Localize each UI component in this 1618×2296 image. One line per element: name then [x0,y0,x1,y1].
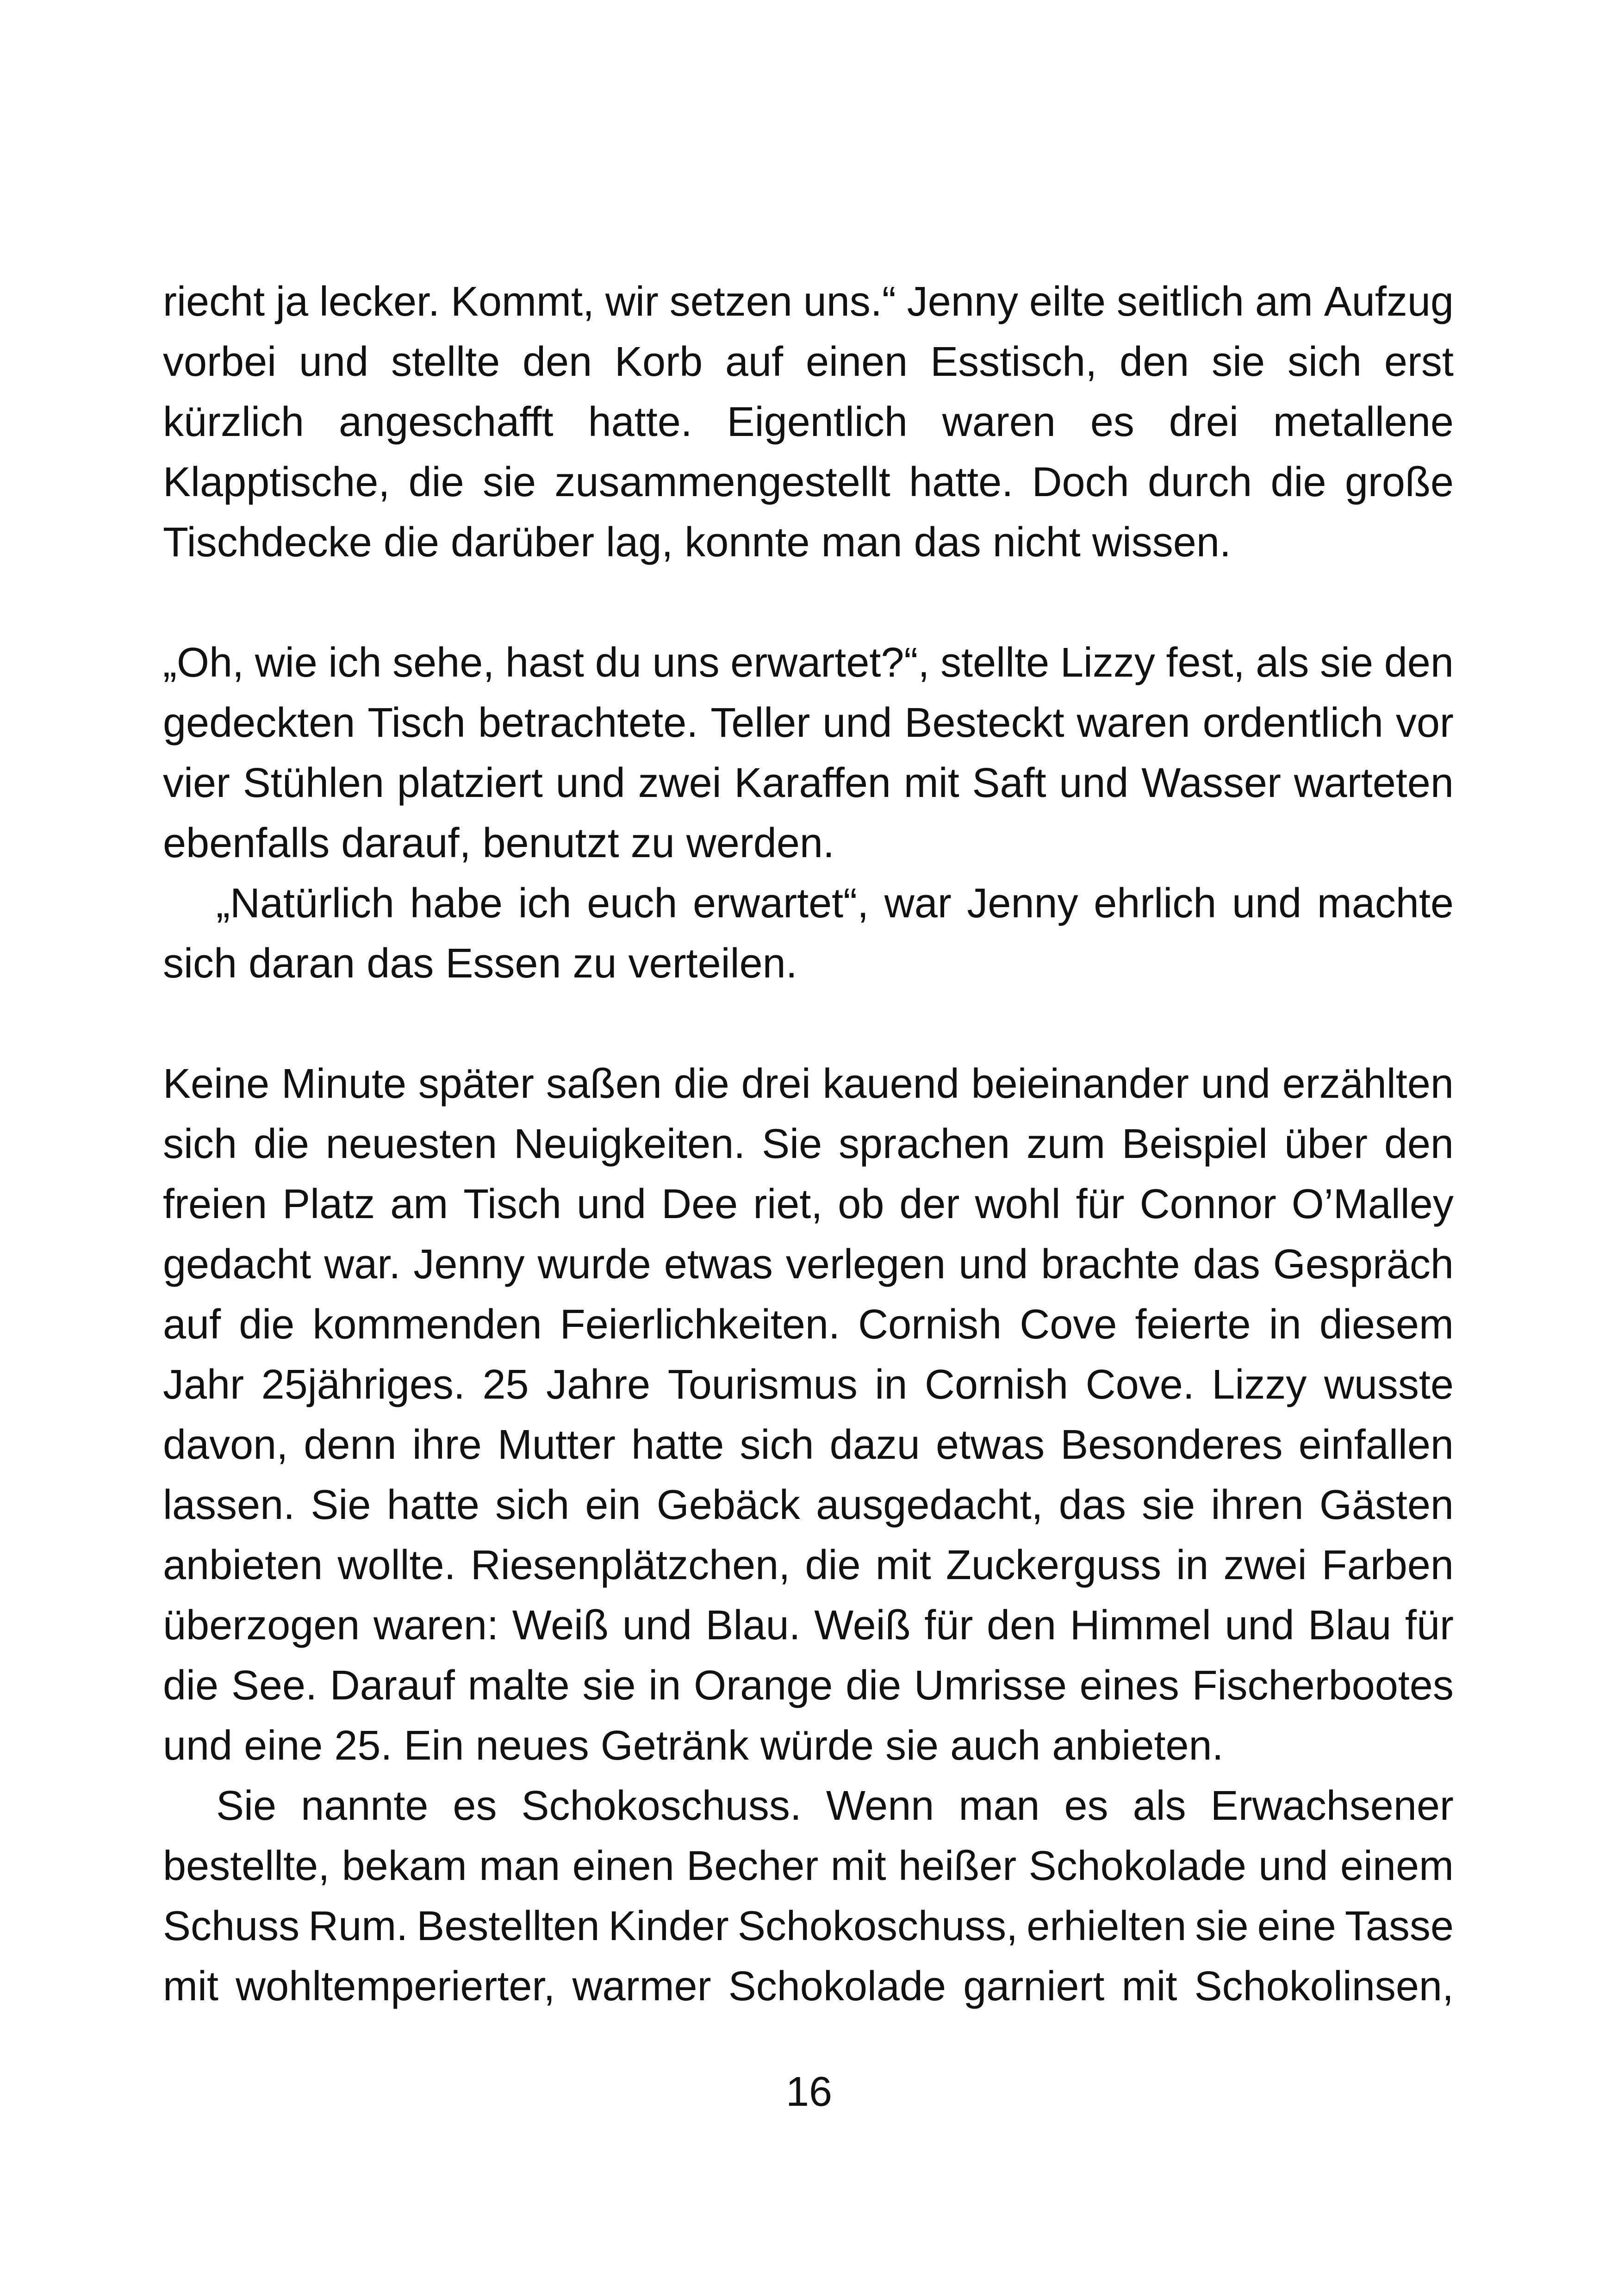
body-text [163,272,1454,2016]
paragraph-gap [163,572,1454,633]
text-line: Keine Minute später saßen die drei kauend beieinander und erzählten [163,1060,1454,1107]
text-line: riecht ja lecker. Kommt, wir setzen uns.“ Jenny eilte seitlich am Aufzug [163,278,1454,325]
text-line: „Oh, wie ich sehe, hast du uns erwartet?“, stellte Lizzy fest, als sie den [163,639,1454,686]
text-line: kürzlich angeschafft hatte. Eigentlich waren es drei metallene [163,398,1454,445]
paragraph-5 [163,1776,1454,2016]
text-line: vier Stühlen platziert und zwei Karaffen mit Saft und Wasser warteten [163,759,1454,806]
page-number: 16 [785,2068,833,2115]
text-line: mit wohltemperierter, warmer Schokolade garniert mit Schokolinsen, [163,1963,1454,2010]
text-line: Schuss Rum. Bestellten Kinder Schokoschuss, erhielten sie eine Tasse [163,1903,1454,1949]
text-line: sich daran das Essen zu verteilen. [163,940,797,987]
text-line: gedacht war. Jenny wurde etwas verlegen und brachte das Gespräch [163,1241,1454,1288]
paragraph-1 [163,272,1454,572]
text-line: und eine 25. Ein neues Getränk würde sie auch anbieten. [163,1722,1224,1769]
paragraph-3 [163,873,1454,994]
text-line: „Natürlich habe ich euch erwartet“, war Jenny ehrlich und machte [216,880,1454,927]
text-line: gedeckten Tisch betrachtete. Teller und Besteckt waren ordentlich vor [163,699,1454,746]
text-line: die See. Darauf malte sie in Orange die Umrisse eines Fischerbootes [163,1662,1454,1709]
text-line: Klapptische, die sie zusammengestellt hatte. Doch durch die große [163,459,1454,505]
text-line: anbieten wollte. Riesenplätzchen, die mit Zuckerguss in zwei Farben [163,1542,1454,1588]
text-line: Tischdecke die darüber lag, konnte man das nicht wissen. [163,519,1231,566]
text-line: bestellte, bekam man einen Becher mit heißer Schokolade und einem [163,1842,1454,1889]
paragraph-4 [163,1054,1454,1776]
text-line: ebenfalls darauf, benutzt zu werden. [163,820,834,866]
text-line: freien Platz am Tisch und Dee riet, ob der wohl für Connor O’Malley [163,1181,1454,1227]
text-line: auf die kommenden Feierlichkeiten. Cornish Cove feierte in diesem [163,1301,1454,1348]
text-line: Jahr 25jähriges. 25 Jahre Tourismus in Cornish Cove. Lizzy wusste [163,1361,1454,1408]
text-line: vorbei und stellte den Korb auf einen Esstisch, den sie sich erst [163,338,1454,385]
text-line: sich die neuesten Neuigkeiten. Sie sprachen zum Beispiel über den [163,1120,1454,1167]
text-line: davon, denn ihre Mutter hatte sich dazu etwas Besonderes einfallen [163,1421,1454,1468]
text-line: lassen. Sie hatte sich ein Gebäck ausgedacht, das sie ihren Gästen [163,1481,1454,1528]
text-line: überzogen waren: Weiß und Blau. Weiß für den Himmel und Blau für [163,1602,1454,1649]
text-line: Sie nannte es Schokoschuss. Wenn man es als Erwachsener [216,1782,1454,1829]
paragraph-2 [163,633,1454,873]
paragraph-gap [163,994,1454,1054]
